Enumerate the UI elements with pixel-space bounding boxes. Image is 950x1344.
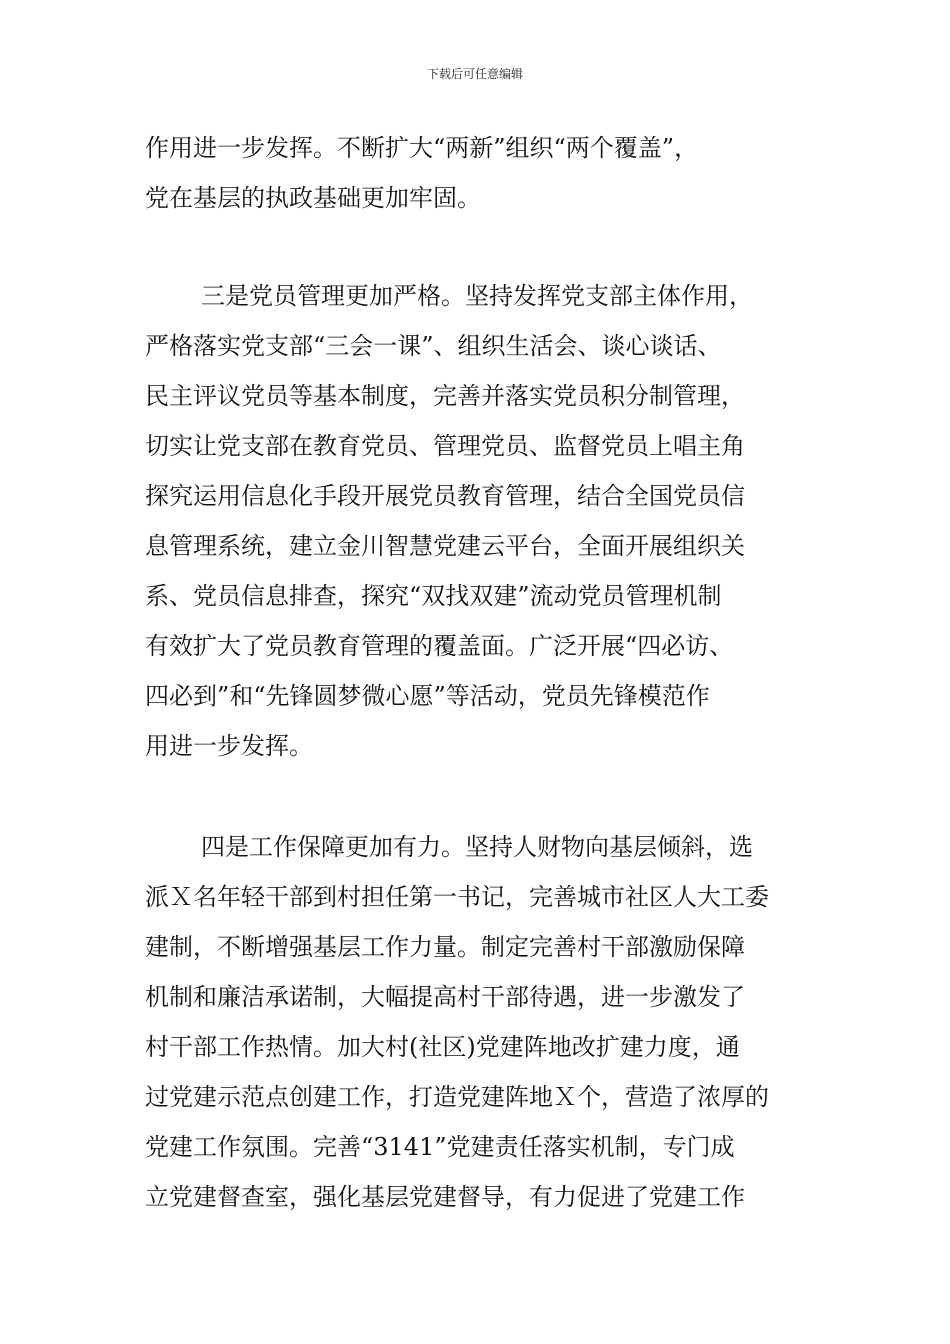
paragraph-line: 村干部工作热情。加大村(社区)党建阵地改扩建力度，通 [145,1033,740,1061]
paragraph-line: 四是工作保障更加有力。坚持人财物向基层倾斜，选 [201,833,753,861]
paragraph-line: 有效扩大了党员教育管理的覆盖面。广泛开展“四必访、 [145,632,734,660]
paragraph-line: 建制，不断增强基层工作力量。制定完善村干部激励保障 [145,933,745,961]
paragraph-line: 民主评议党员等基本制度，完善并落实党员积分制管理， [145,382,745,410]
paragraph-line: 四必到”和“先锋圆梦微心愿”等活动，党员先锋模范作 [145,682,710,710]
paragraph-line: 机制和廉洁承诺制，大幅提高村干部待遇，进一步激发了 [145,983,745,1011]
paragraph-line: 探究运用信息化手段开展党员教育管理，结合全国党员信 [145,482,745,510]
paragraph-1 [145,123,810,223]
paragraph-3 [145,822,810,1222]
paragraph-line: 用进一步发挥。 [145,732,313,760]
paragraph-line: 三是党员管理更加严格。坚持发挥党支部主体作用， [201,282,753,310]
paragraph-line: 党在基层的执政基础更加牢固。 [145,184,481,212]
paragraph-line: 过党建示范点创建工作，打造党建阵地Ｘ个，营造了浓厚的 [145,1083,769,1111]
paragraph-2 [145,271,810,771]
paragraph-line: 切实让党支部在教育党员、管理党员、监督党员上唱主角 [145,432,745,460]
paragraph-line: 派Ｘ名年轻干部到村担任第一书记，完善城市社区人大工委 [145,883,769,911]
paragraph-line: 作用进一步发挥。不断扩大“两新”组织“两个覆盖”， [145,134,699,162]
paragraph-line: 息管理系统，建立金川智慧党建云平台，全面开展组织关 [145,532,745,560]
paragraph-line: 系、党员信息排查，探究“双找双建”流动党员管理机制 [145,582,722,610]
paragraph-line: 立党建督查室，强化基层党建督导，有力促进了党建工作 [145,1183,745,1211]
paragraph-line: 严格落实党支部“三会一课”、组织生活会、谈心谈话、 [145,332,722,360]
paragraph-line: 党建工作氛围。完善“3141”党建责任落实机制，专门成 [145,1133,735,1161]
header-note: 下载后可任意编辑 [426,67,523,81]
